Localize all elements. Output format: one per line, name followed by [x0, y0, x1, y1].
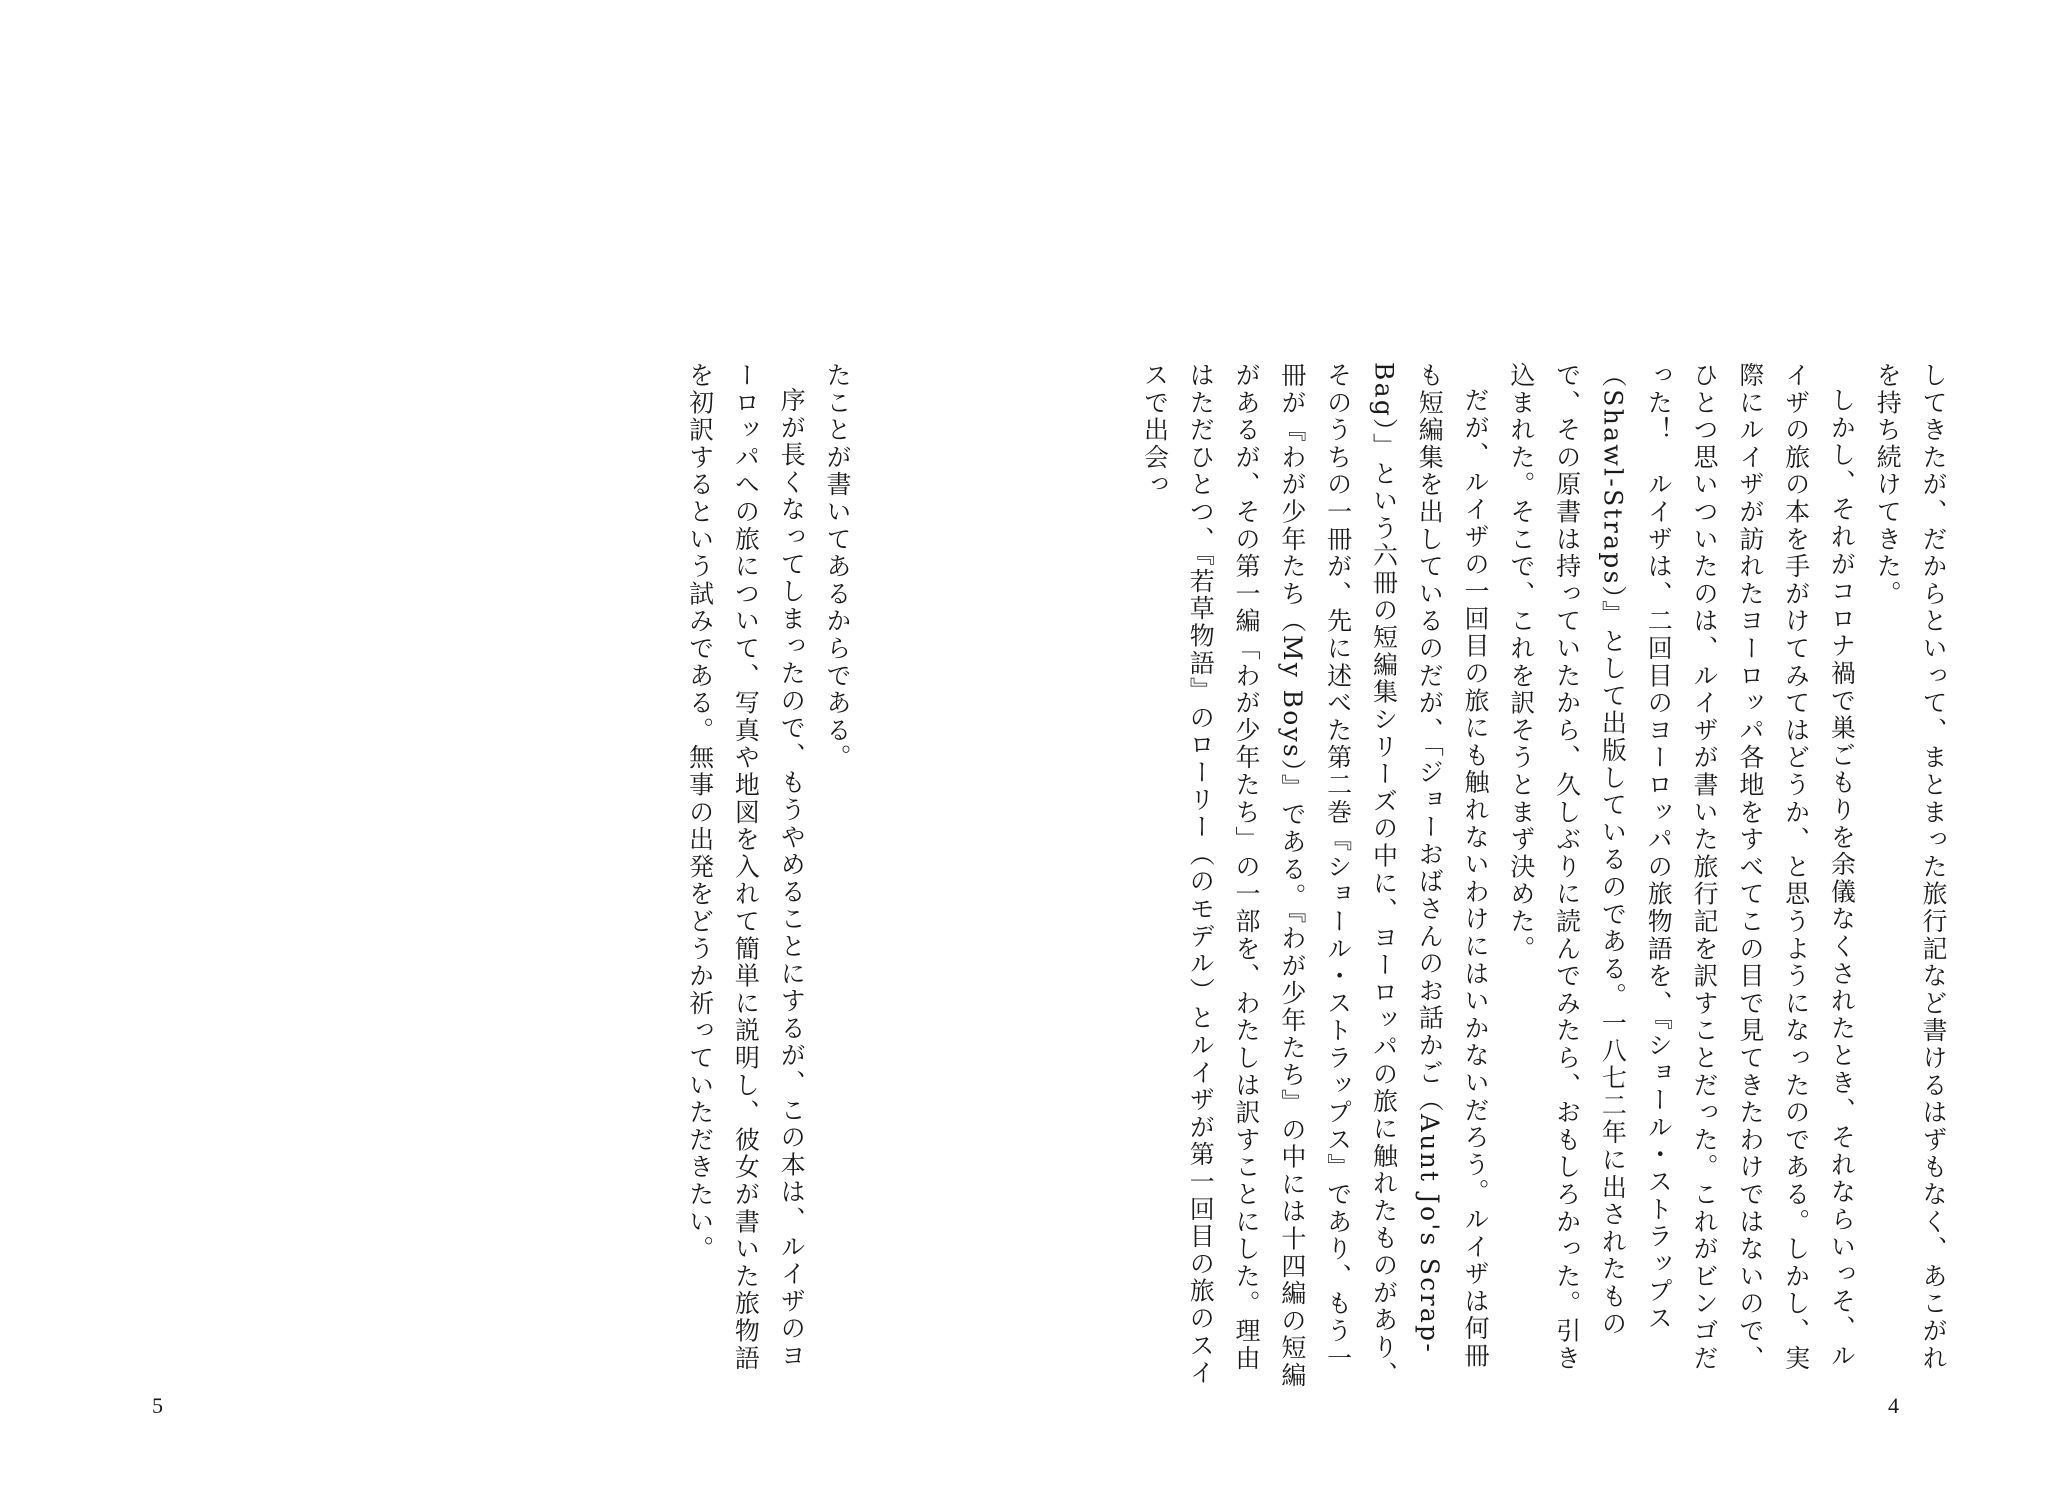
right-paragraph-3: だが、ルイザの一回目の旅にも触れないわけにはいかないだろう。ルイザは何冊も短編集を出しているのだが、「ジョーおばさんのお話かご（Aunt Jo's Scrap-Bag）」という六冊の短編集シリーズの中に、ヨーロッパの旅に触れたものがあり、そのうちの一冊が、先に述べた第二巻『ショール・ストラップス』であり、もう一冊が『わが少年たち（My Boys）』である。『わが少年たち』の中には十四編の短編があるが、その第一編「わが少年たち」の一部を、わたしは訳すことにした。理由はただひとつ、『若草物語』のローリー（のモデル）とルイザが第一回目の旅のスイスで出会っ — [1140, 362, 1491, 1390]
right-paragraph-2: しかし、それがコロナ禍で巣ごもりを余儀なくされたとき、それならいっそ、ルイザの旅の本を手がけてみてはどうか、と思うようになったのである。しかし、実際にルイザが訪れたヨーロッパ各地をすべてこの目で見てきたわけではないので、ひとつ思いついたのは、ルイザが書いた旅行記を訳すことだった。これがビンゴだった！ ルイザは、二回目のヨーロッパの旅物語を、『ショール・ストラップス（Shawl-Straps）』として出版しているのである。一八七二年に出されたもので、その原書は持っていたから、久しぶりに読んでみたら、おもしろかった。引き込まれた。そこで、これを訳そうとまず決めた。 — [1506, 362, 1857, 1373]
right-page-text — [1140, 362, 1956, 1392]
page-number-left: 5 — [152, 1393, 163, 1418]
page-number-right: 4 — [1888, 1393, 1899, 1418]
left-page-text — [685, 362, 860, 1392]
left-paragraph-1: たことが書いてあるからである。 — [823, 362, 852, 772]
right-paragraph-1: してきたが、だからといって、まとまった旅行記など書けるはずもなく、あこがれを持ち続けてきた。 — [1873, 362, 1948, 1373]
left-paragraph-2: 序が長くなってしまったので、もうやめることにするが、この本は、ルイザのヨーロッパへの旅について、写真や地図を入れて簡単に説明し、彼女が書いた旅物語を初訳するという試みである。無事の出発をどうか祈っていただきたい。 — [685, 362, 807, 1373]
